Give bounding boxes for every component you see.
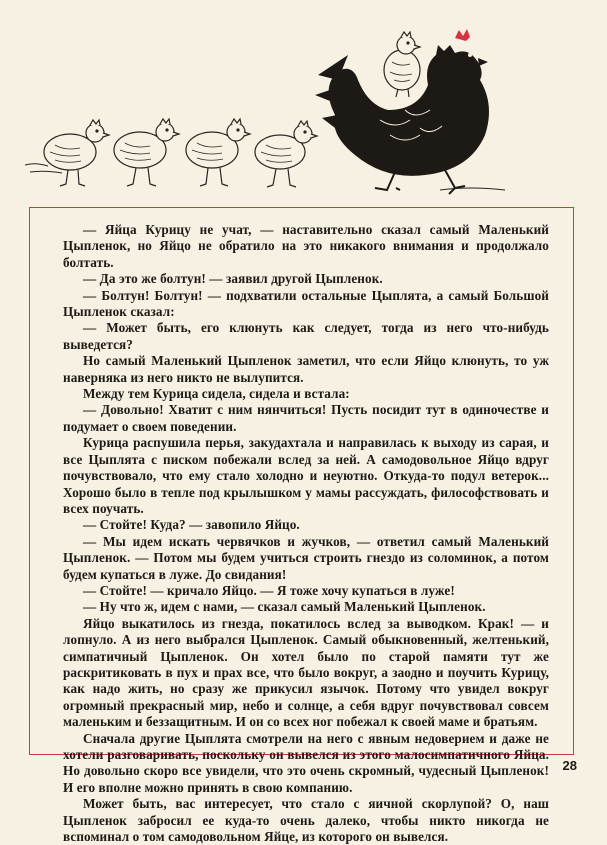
hen-and-chicks-illustration [0, 0, 607, 205]
paragraph: — Болтун! Болтун! — подхватили остальные Цыплята, а самый Большой Цыпленок сказал: [63, 287, 549, 320]
paragraph: Но самый Маленький Цыпленок заметил, что если Яйцо клюнуть, то уж наверняка из него никто не вылупится. [63, 353, 549, 385]
paragraph: Может быть, вас интересует, что стало с яичной скорлупой? О, наш Цыпленок забросил ее куда-то очень далеко, чтобы никто никогда не вспоминал о том самодовольном Яйце, из которого он вывелся. [63, 796, 549, 845]
paragraph: — Довольно! Хватит с ним нянчиться! Пусть посидит тут в одиночестве и подумает о своем поведении. [63, 402, 549, 434]
paragraph: — Стойте! — кричало Яйцо. — Я тоже хочу купаться в луже! [83, 582, 455, 598]
paragraph: Между тем Курица сидела, сидела и встала: [83, 386, 350, 402]
chick-1-icon [44, 120, 109, 186]
paragraph: — Мы идем искать червячков и жучков, — ответил самый Маленький Цыпленок. — Потом мы будем учиться строить гнездо из соломинок, а потом будем купаться в луже. До свидания! [63, 533, 549, 582]
paragraph: — Стойте! Куда? — завопило Яйцо. [83, 517, 300, 533]
chick-3-icon [186, 119, 250, 186]
paragraph: — Яйца Курицу не учат, — наставительно сказал самый Маленький Цыпленок, но Яйцо не обратило на это никакого внимания и продолжало болтать. [63, 222, 549, 270]
chick-2-icon [114, 119, 179, 186]
paragraph: — Да это же болтун! — заявил другой Цыпленок. [83, 271, 383, 287]
paragraph: Яйцо выкатилось из гнезда, покатилось вслед за выводком. Крак! — и лопнуло. А из него выбрался Цыпленок. Самый обыкновенный, желтенький, симпатичный Цыпленок. Он хотел было по старой памяти тут же раскритиковать в пух и прах все, что было вокруг, а заодно и поучить Курицу, как надо жить, но сразу же прикусил язычок. Потому что увидел вокруг огромный прекрасный мир, небо и солнце, а себя вдруг почувствовал совсем маленьким и беззащитным. И он со всех ног побежал к своей маме и братьям. [63, 615, 549, 730]
paragraph: — Может быть, его клюнуть как следует, тогда из него что-нибудь выведется? [63, 320, 549, 352]
paragraph: Сначала другие Цыплята смотрели на него с явным недоверием и даже не хотели разговаривать, поскольку он вывелся из этого малосимпатичного Яйца. Но довольно скоро все увидели, что это очень скромный, чудесный Цыпленок! И его вполне можно принять в свою компанию. [63, 730, 549, 795]
chick-on-hen-icon [384, 32, 420, 97]
page-number: 28 [562, 758, 577, 773]
chick-4-icon [255, 121, 317, 187]
paragraph: Курица распушила перья, закудахтала и направилась к выходу из сарая, и все Цыплята с писком побежали вслед за ней. А самодовольное Яйцо вдруг почувствовало, что ему стало холодно и неуютно. Откуда-то подул ветерок... Хорошо было в тепле под крылышком у мамы рассуждать, философствовать и всех поучать. [63, 435, 549, 516]
paragraph: — Ну что ж, идем с нами, — сказал самый Маленький Цыпленок. [83, 599, 486, 615]
